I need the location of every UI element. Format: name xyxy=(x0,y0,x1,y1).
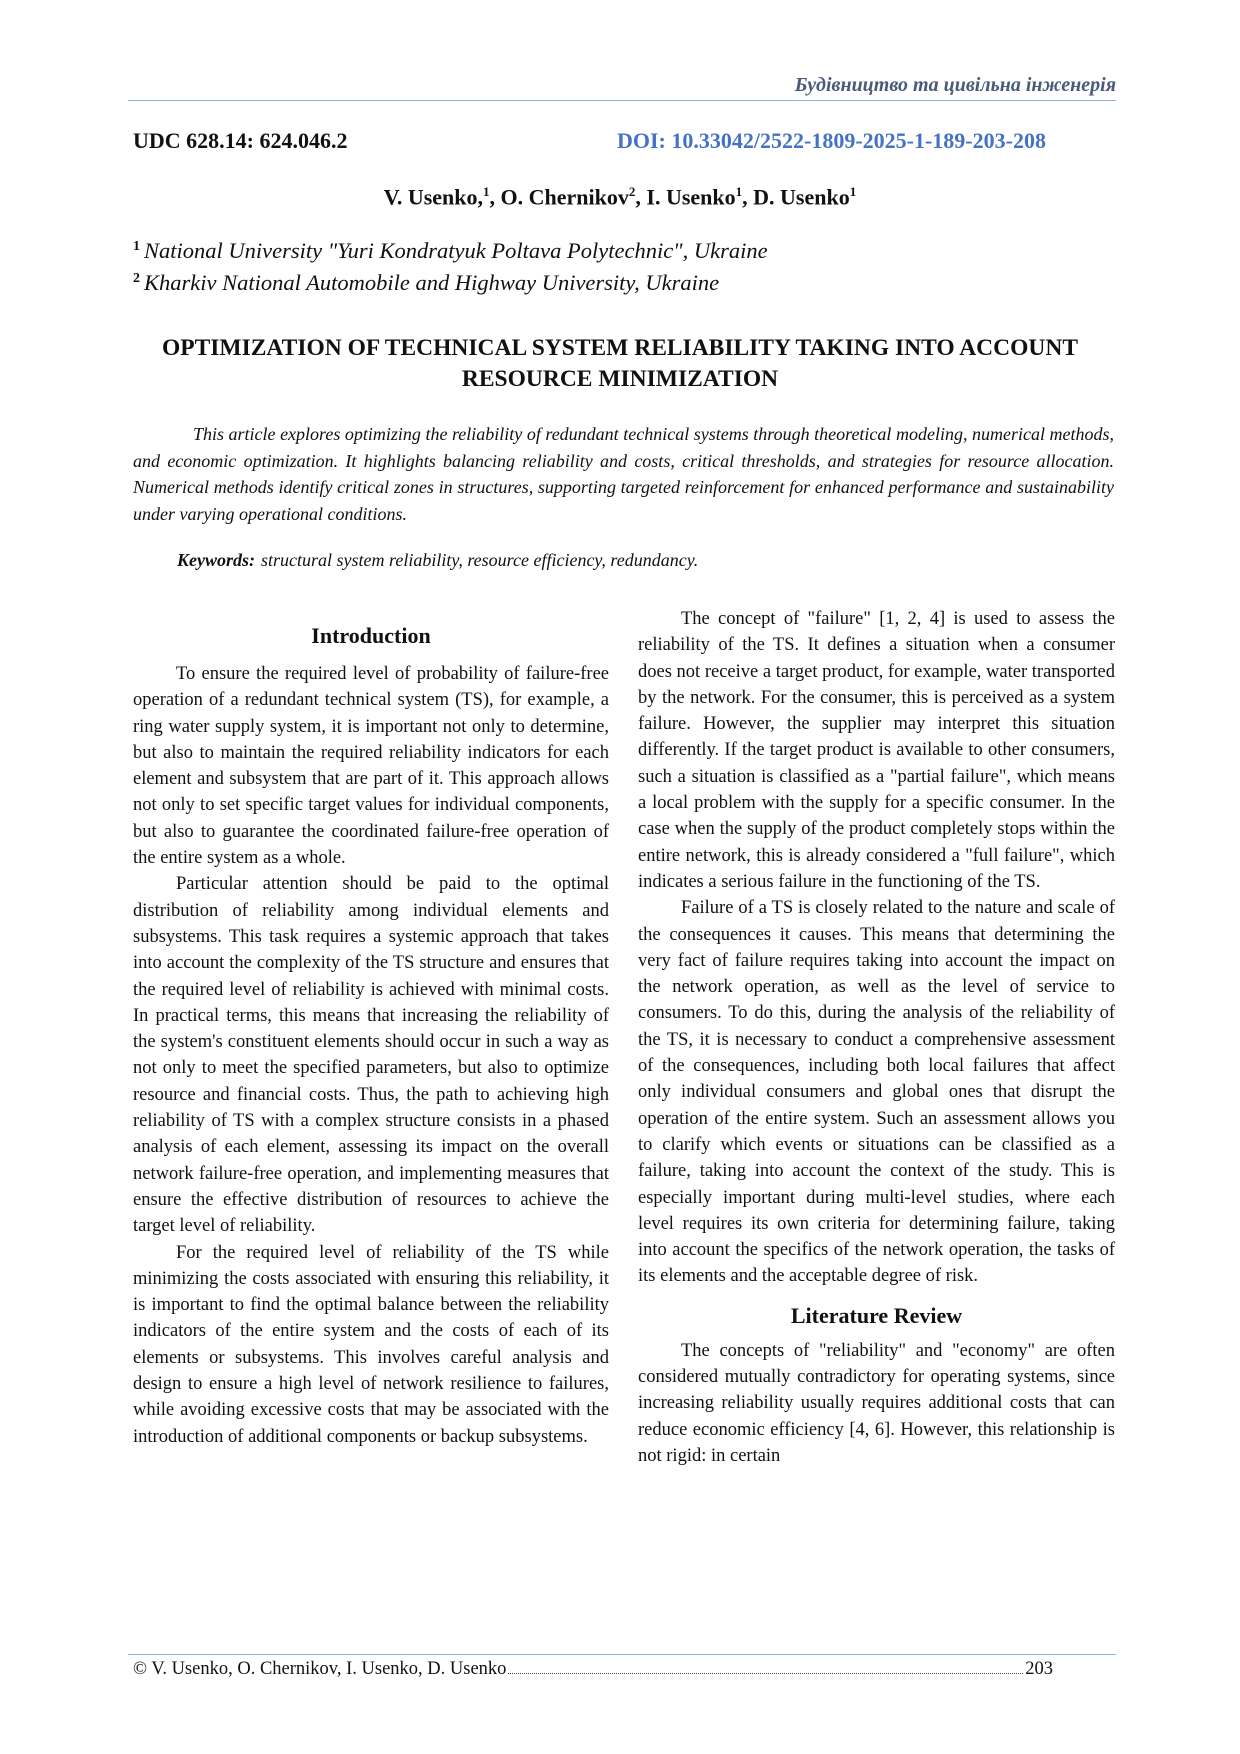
journal-name: Будівництво та цивільна інженерія xyxy=(794,74,1116,96)
author-separator: , xyxy=(742,184,754,210)
udc-code: UDC 628.14: 624.046.2 xyxy=(133,128,348,153)
page-footer xyxy=(133,1659,1053,1680)
affiliation-2 xyxy=(133,270,719,296)
author-affil-mark: 2 xyxy=(628,184,636,199)
paragraph: Failure of a TS is closely related to the nature and scale of the consequences it causes. This means that determining the very fact of failure requires taking into account the impact on the network operation, as well as the level of service to consumers. To do this, during the analysis of the reliability of the TS, it is necessary to conduct a comprehensive assessment of the consequences, including both local failures that affect only individual consumers and global ones that disrupt the operation of the entire system. Such an assessment allows you to clarify which events or situations can be classified as a failure, taking into account the context of the study. This is especially important during multi-level studies, where each level requires its own criteria for determining failure, taking into account the specifics of the network operation, the tasks of its elements and the acceptable degree of risk. xyxy=(638,898,1115,1287)
keywords-text: structural system reliability, resource efficiency, redundancy. xyxy=(261,550,699,570)
paragraph: The concepts of "reliability" and "economy" are often considered mutually contradictory for operating systems, since increasing reliability usually requires additional costs that can reduce economic efficiency [4, 6]. However, this relationship is not rigid: in certain xyxy=(638,1340,1115,1466)
header-rule xyxy=(128,100,1116,101)
author-name: V. Usenko, xyxy=(383,184,484,210)
paragraph: The concept of "failure" [1, 2, 4] is used to assess the reliability of the TS. It defines a situation when a consumer does not receive a target product, for example, water transported by the network. For the consumer, this is perceived as a system failure. However, the supplier may interpret this situation differently. If the target product is available to other consumers, such a situation is classified as a "partial failure", which means a local problem with the supply for a specific consumer. In the case when the supply of the product completely stops within the entire network, this is already considered a "full failure", which indicates a serious failure in the functioning of the TS. xyxy=(638,609,1115,892)
author-separator: , xyxy=(635,184,647,210)
footer-dot-leader xyxy=(508,1673,1023,1674)
author-affil-mark: 1 xyxy=(735,184,743,199)
footer-rule xyxy=(128,1654,1116,1655)
doi-link[interactable]: DOI: 10.33042/2522-1809-2025-1-189-203-208 xyxy=(617,128,1046,153)
paragraph: To ensure the required level of probability of failure-free operation of a redundant technical system (TS), for example, a ring water supply system, it is important not only to determine, but also to maintain the required reliability indicators for each element and subsystem that are part of it. This approach allows not only to set specific target values for individual components, but also to guarantee the coordinated failure-free operation of the entire system as a whole. xyxy=(133,664,609,869)
author-name: I. Usenko xyxy=(646,184,736,210)
footer-copyright: © V. Usenko, O. Chernikov, I. Usenko, D. Usenko xyxy=(133,1659,507,1679)
author-affil-mark: 1 xyxy=(849,184,857,199)
section-heading-literature-review: Literature Review xyxy=(790,1302,963,1328)
article-title: OPTIMIZATION OF TECHNICAL SYSTEM RELIABILITY TAKING INTO ACCOUNT RESOURCE MINIMIZATION xyxy=(161,335,1079,392)
page-number: 203 xyxy=(1025,1659,1053,1679)
author-affil-mark: 1 xyxy=(483,184,490,199)
author-list xyxy=(0,184,1240,210)
abstract: This article explores optimizing the reliability of redundant technical systems through theoretical modeling, numerical methods, and economic optimization. It highlights balancing reliability and costs, critical thresholds, and strategies for resource allocation. Numerical methods identify critical zones in structures, supporting targeted reinforcement for enhanced performance and sustainability under varying operational conditions. xyxy=(133,424,1114,524)
paragraph: Particular attention should be paid to the optimal distribution of reliability among individual elements and subsystems. This task requires a systemic approach that takes into account the complexity of the TS structure and ensures that the required level of reliability is achieved with minimal costs. In practical terms, this means that increasing the reliability of the system's constituent elements should occur in such a way as not only to meet the specified parameters, but also to optimize resource and financial costs. Thus, the path to achieving high reliability of TS with a complex structure consists in a phased analysis of each element, assessing its impact on the overall network failure-free operation, and implementing measures that ensure the effective distribution of resources to achieve the target level of reliability. xyxy=(133,874,609,1237)
affiliation-1 xyxy=(133,238,768,264)
right-column xyxy=(638,606,1115,1469)
author-name: O. Chernikov xyxy=(500,184,629,210)
paragraph: For the required level of reliability of the TS while minimizing the costs associated with ensuring this reliability, it is important to find the optimal balance between the reliability indicators of the entire system and the costs of each of its elements or subsystems. This involves careful analysis and design to ensure a high level of network resilience to failures, while avoiding excessive costs that may be associated with the introduction of additional components or backup subsystems. xyxy=(133,1242,609,1447)
author-name: D. Usenko xyxy=(753,184,850,210)
affiliation-number: 1 xyxy=(133,238,140,254)
keywords-label: Keywords: xyxy=(177,550,255,570)
section-heading-introduction: Introduction xyxy=(311,623,431,648)
affiliation-number: 2 xyxy=(133,270,140,286)
author-separator: , xyxy=(489,184,501,210)
affiliation-text: Kharkiv National Automobile and Highway University, Ukraine xyxy=(144,270,720,295)
affiliation-text: National University "Yuri Kondratyuk Poltava Polytechnic", Ukraine xyxy=(144,238,768,263)
left-column xyxy=(133,620,609,1450)
keywords xyxy=(177,550,698,571)
